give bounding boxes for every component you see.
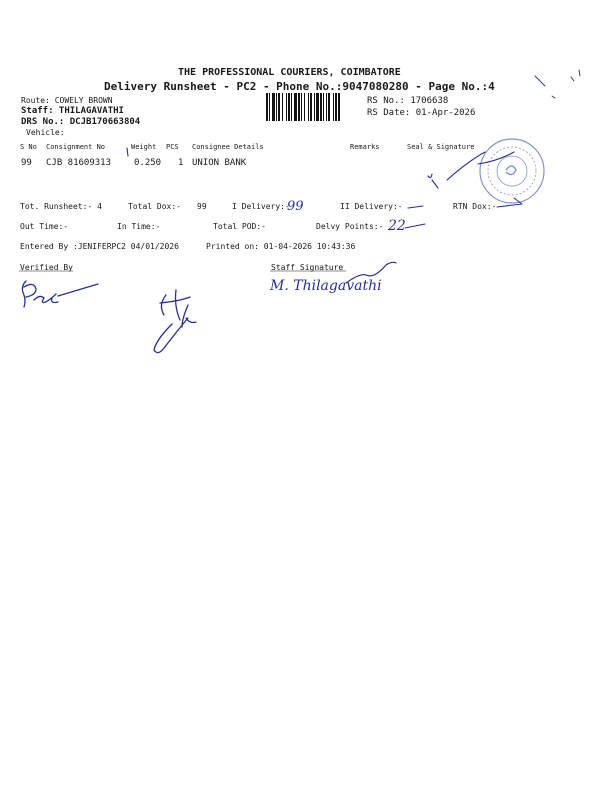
drs-number: DRS No.: DCJB170663804 — [21, 117, 141, 127]
tot-runsheet: Tot. Runsheet:- 4 — [20, 202, 102, 211]
staff-signature-name: M. Thilagavathi — [270, 278, 382, 294]
verified-by-label: Verified By — [20, 263, 73, 272]
col-header-pcs: PCS — [166, 143, 179, 151]
col-header-seal: Seal & Signature — [407, 143, 475, 151]
row-weight: 0.250 — [134, 158, 162, 168]
delvy-points-label: Delvy Points:- — [316, 222, 384, 231]
ii-delivery-label: II Delivery:- — [340, 202, 403, 211]
col-header-sno: S No — [20, 143, 37, 151]
rs-date: RS Date: 01-Apr-2026 — [367, 108, 476, 118]
printed-on: Printed on: 01-04-2026 10:43:36 — [206, 242, 356, 251]
runsheet-title: Delivery Runsheet - PC2 - Phone No.:9047080280 - Page No.:4 — [104, 80, 495, 93]
rs-number: RS No.: 1706638 — [367, 96, 449, 106]
row-consignment: CJB 81609313 — [46, 158, 112, 168]
second-verifier-signature — [154, 290, 196, 353]
total-dox-value: 99 — [197, 202, 207, 211]
staff-signature-label: Staff Signature — [271, 263, 344, 272]
col-header-consignee: Consignee Details — [192, 143, 264, 151]
route-text: Route: COWELY BROWN — [21, 96, 113, 105]
col-header-remarks: Remarks — [350, 143, 380, 151]
rtn-dox-label: RTN Dox:- — [453, 202, 497, 211]
total-dox-label: Total Dox:- — [128, 202, 181, 211]
row-pcs: 1 — [178, 158, 184, 168]
entered-by: Entered By :JENIFERPC2 04/01/2026 — [20, 242, 179, 251]
delvy-points-tail — [405, 224, 425, 228]
row-sno: 99 — [21, 158, 32, 168]
delvy-points-handwritten: 22 — [388, 218, 406, 234]
i-delivery-label: I Delivery:- — [232, 202, 290, 211]
col-header-weight: Weight — [131, 143, 157, 151]
col-header-consignment: Consignment No — [46, 143, 106, 151]
row-consignee: UNION BANK — [192, 158, 247, 168]
staff-text: Staff: THILAGAVATHI — [21, 106, 124, 116]
seal-signature — [428, 152, 514, 188]
seal-stamp-icon — [480, 139, 544, 203]
stray-marks — [535, 70, 580, 98]
ii-delivery-dash — [408, 206, 423, 208]
company-name: THE PROFESSIONAL COURIERS, COIMBATORE — [178, 67, 401, 78]
i-delivery-handwritten: 99 — [287, 199, 304, 214]
total-pod-label: Total POD:- — [213, 222, 266, 231]
out-time-label: Out Time:- — [20, 222, 69, 231]
in-time-label: In Time:- — [117, 222, 161, 231]
verified-by-signature — [22, 281, 98, 307]
vehicle-text: Vehicle: — [26, 128, 65, 137]
tick-mark-icon — [127, 148, 128, 156]
